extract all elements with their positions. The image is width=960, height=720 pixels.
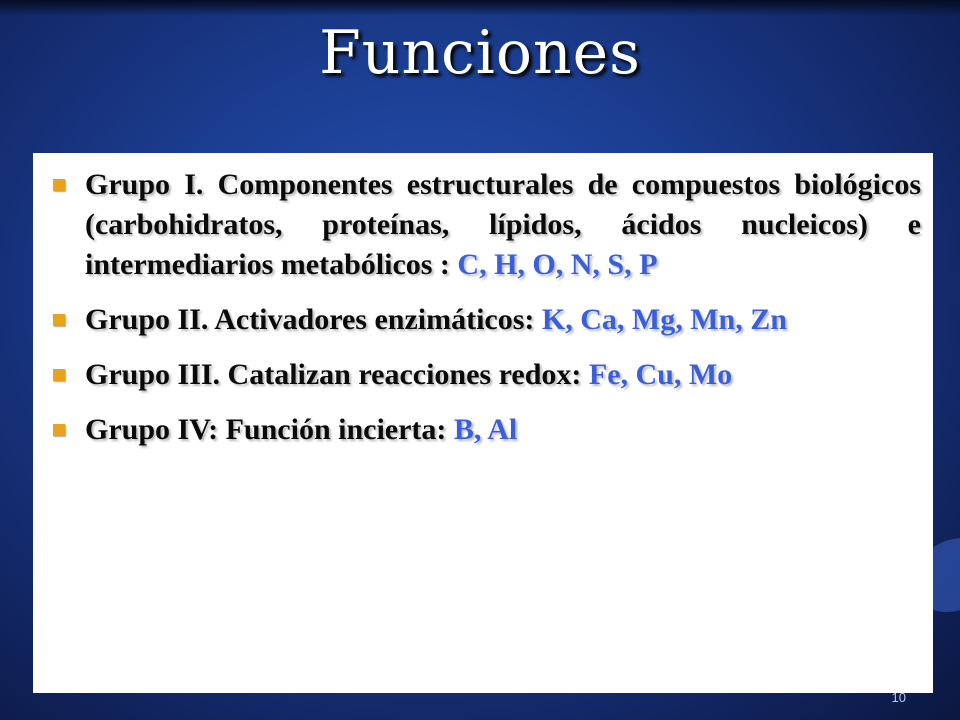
bullet-item-grupo-4 xyxy=(47,410,921,450)
bullet-elements: Fe, Cu, Mo xyxy=(588,358,733,391)
bullet-elements: C, H, O, N, S, P xyxy=(457,248,658,281)
page-number: 10 xyxy=(891,690,906,705)
bullet-text: Grupo IV: Función incierta: xyxy=(85,413,454,446)
bullet-item-grupo-3 xyxy=(47,355,921,395)
bullet-elements: B, Al xyxy=(453,413,518,446)
bullet-elements: K, Ca, Mg, Mn, Zn xyxy=(541,303,787,336)
square-bullet-icon xyxy=(53,179,65,191)
top-band xyxy=(0,0,960,16)
bullet-text: Grupo III. Catalizan reacciones redox: xyxy=(85,358,589,391)
bullet-text: Grupo II. Activadores enzimáticos: xyxy=(85,303,542,336)
square-bullet-icon xyxy=(53,369,65,381)
bullet-text: Grupo I. Componentes estructurales de compuestos biológicos (carbohidratos, proteínas, lípidos, ácidos nucleicos) e intermediarios metabólicos : xyxy=(85,168,921,281)
square-bullet-icon xyxy=(53,424,65,436)
content-box xyxy=(33,153,933,693)
slide-title: Funciones xyxy=(319,18,641,88)
bullet-list xyxy=(47,165,921,450)
square-bullet-icon xyxy=(53,314,65,326)
bullet-item-grupo-2 xyxy=(47,300,921,340)
bullet-item-grupo-1 xyxy=(47,165,921,285)
